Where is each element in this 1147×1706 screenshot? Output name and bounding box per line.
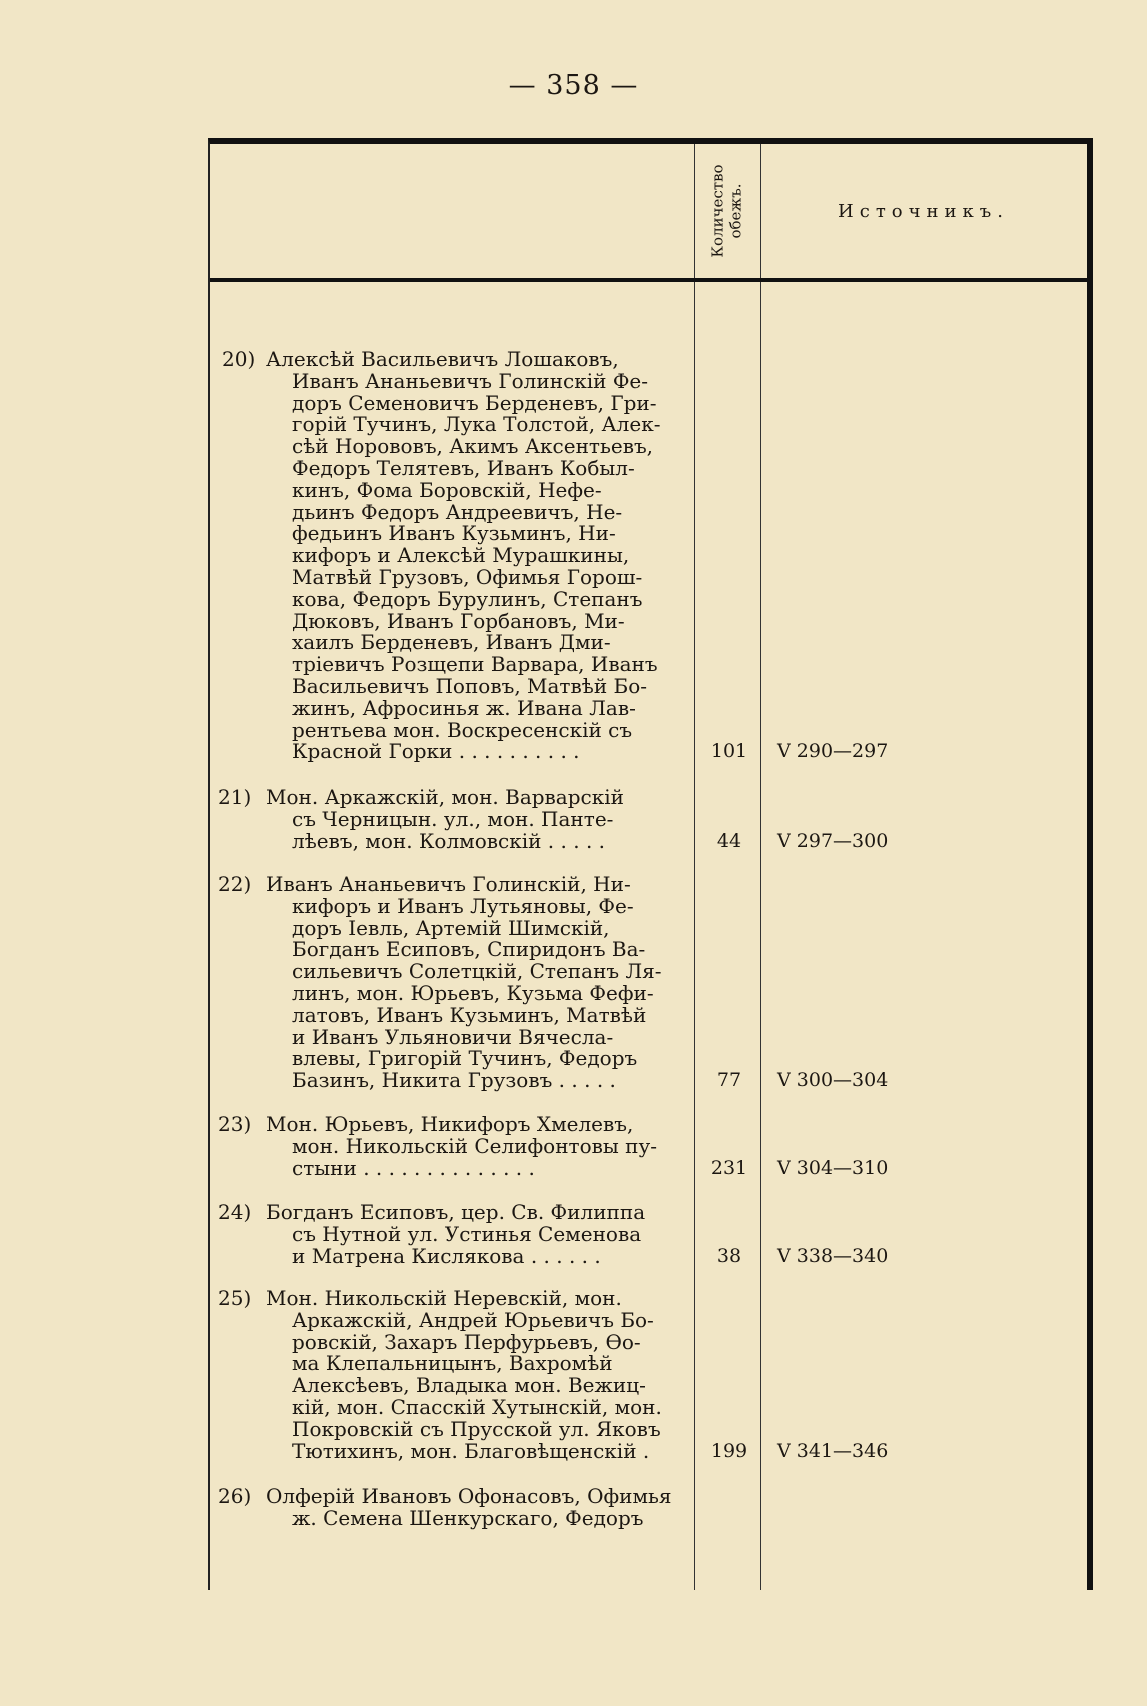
header-quantity-line-1: Количество [709,164,728,258]
entry-text-line: доръ Іевль, Артемій Шимскій, [292,915,610,940]
page-number: — 358 — [508,70,639,101]
entry-text-line: ж. Семена Шенкурскаго, Федоръ [292,1505,644,1530]
entry-quantity: 199 [710,1439,748,1462]
header-quantity-line-2: обежъ. [727,183,746,239]
entry-text-line: съ Черницын. ул., мон. Панте- [292,806,614,831]
entry-text-line: ровскій, Захаръ Перфурьевъ, Ѳо- [292,1329,641,1354]
entry-text-line: Федоръ Телятевъ, Иванъ Кобыл- [292,456,635,480]
entry-quantity: 77 [716,1069,742,1092]
entry-text-line: Богданъ Есиповъ, Спиридонъ Ва- [292,937,646,962]
entry-text-line: латовъ, Иванъ Кузьминъ, Матвѣй [292,1002,647,1027]
entry-text-line: тріевичъ Розщепи Варвара, Иванъ [292,652,658,677]
entry-text-line: съ Нутной ул. Устинья Семенова [292,1221,642,1246]
entry-text-line: лѣевъ, мон. Колмовскій . . . . . [292,828,606,853]
entry-text-line: федьинъ Иванъ Кузьминъ, Ни- [292,521,616,546]
entry-text-line: горій Тучинъ, Лука Толстой, Алек- [292,412,661,437]
entry-text-line: Мон. Юрьевъ, Никифоръ Хмелевъ, [266,1112,634,1136]
entry-text-line: и Иванъ Ульяновичи Вячесла- [292,1024,614,1049]
entry-text-line: ма Клепальницынъ, Вахромѣй [292,1351,613,1376]
entry-number: 23) [218,1112,252,1136]
header-source: Источникъ. [838,200,1009,222]
entry-text-line: кифоръ и Иванъ Лутьяновы, Фе- [292,893,634,918]
entry-text-line: Мон. Никольскій Неревскій, мон. [266,1286,622,1310]
entry-text-line: Базинъ, Никита Грузовъ . . . . . [292,1068,616,1093]
entry-source: V 300—304 [777,1069,889,1092]
entry-text-line: и Матрена Кислякова . . . . . . [292,1243,601,1268]
entry-text-line: доръ Семеновичъ Берденевъ, Гри- [292,390,657,415]
entry-text-line: Матвѣй Грузовъ, Офимья Горош- [292,565,643,589]
entry-number: 24) [218,1200,252,1224]
entry-number: 22) [218,872,252,896]
entry-quantity: 101 [710,740,748,763]
entry-text-line: жинъ, Афросинья ж. Ивана Лав- [292,695,636,720]
entry-source: V 341—346 [777,1439,889,1462]
entry-text-line: Дюковъ, Иванъ Горбановъ, Ми- [292,608,625,633]
entry-quantity: 231 [710,1156,748,1179]
column-divider-source [760,144,761,1590]
entry-text-line: Иванъ Ананьевичъ Голинскій Фе- [292,368,649,393]
entry-text-line: Мон. Аркажскій, мон. Варварскій [266,785,624,809]
entry-text-line: рентьева мон. Воскресенскій съ [292,717,633,742]
entry-text-line: влевы, Григорій Тучинъ, Федоръ [292,1046,638,1071]
entry-text-line: Васильевичъ Поповъ, Матвѣй Бо- [292,674,647,698]
entry-text-line: Тютихинъ, мон. Благовѣщенскій . [292,1438,650,1463]
entry-quantity: 44 [716,829,742,852]
entry-text-line: хаилъ Берденевъ, Иванъ Дми- [292,630,611,655]
entry-source: V 297—300 [777,829,889,852]
entry-source: V 304—310 [777,1156,889,1179]
entry-text-line: Богданъ Есиповъ, цер. Св. Филиппа [266,1200,646,1224]
entry-text-line: кій, мон. Спасскій Хутынскій, мон. [292,1395,662,1419]
entry-text-line: Покровскій съ Прусской ул. Яковъ [292,1416,661,1441]
entry-text-line: сѣй Норововъ, Акимъ Аксентьевъ, [292,434,654,459]
header-rule [210,278,1087,282]
entry-text-line: кифоръ и Алексѣй Мурашкины, [292,543,630,568]
entry-number: 21) [218,785,252,809]
entry-text-line: Красной Горки . . . . . . . . . . [292,739,580,764]
entry-text-line: Алексѣевъ, Владыка мон. Вежиц- [292,1373,646,1398]
entry-text-line: кова, Федоръ Бурулинъ, Степанъ [292,586,643,611]
entry-text-line: дьинъ Федоръ Андреевичъ, Не- [292,499,623,524]
entry-text-line: линъ, мон. Юрьевъ, Кузьма Фефи- [292,981,654,1005]
entry-text-line: Аркажскій, Андрей Юрьевичъ Бо- [292,1307,654,1332]
entry-text-line: мон. Никольскій Селифонтовы пу- [292,1133,658,1158]
entry-number: 20) [222,347,256,371]
entry-text-line: стыни . . . . . . . . . . . . . . [292,1155,535,1180]
entry-quantity: 38 [716,1244,742,1267]
entry-text-line: кинъ, Фома Боровскій, Нефе- [292,477,602,502]
entry-text-line: Олферій Ивановъ Офонасовъ, Офимья [266,1484,672,1508]
entry-source: V 290—297 [777,740,889,763]
header-quantity [694,144,760,278]
entry-number: 25) [218,1286,252,1310]
entry-text-line: Алексѣй Васильевичъ Лошаковъ, [266,347,619,371]
entry-source: V 338—340 [777,1244,889,1267]
column-divider-quantity [694,144,695,1590]
entry-number: 26) [218,1484,252,1508]
entry-text-line: сильевичъ Солетцкій, Степанъ Ля- [292,959,662,984]
entry-text-line: Иванъ Ананьевичъ Голинскій, Ни- [266,872,631,896]
